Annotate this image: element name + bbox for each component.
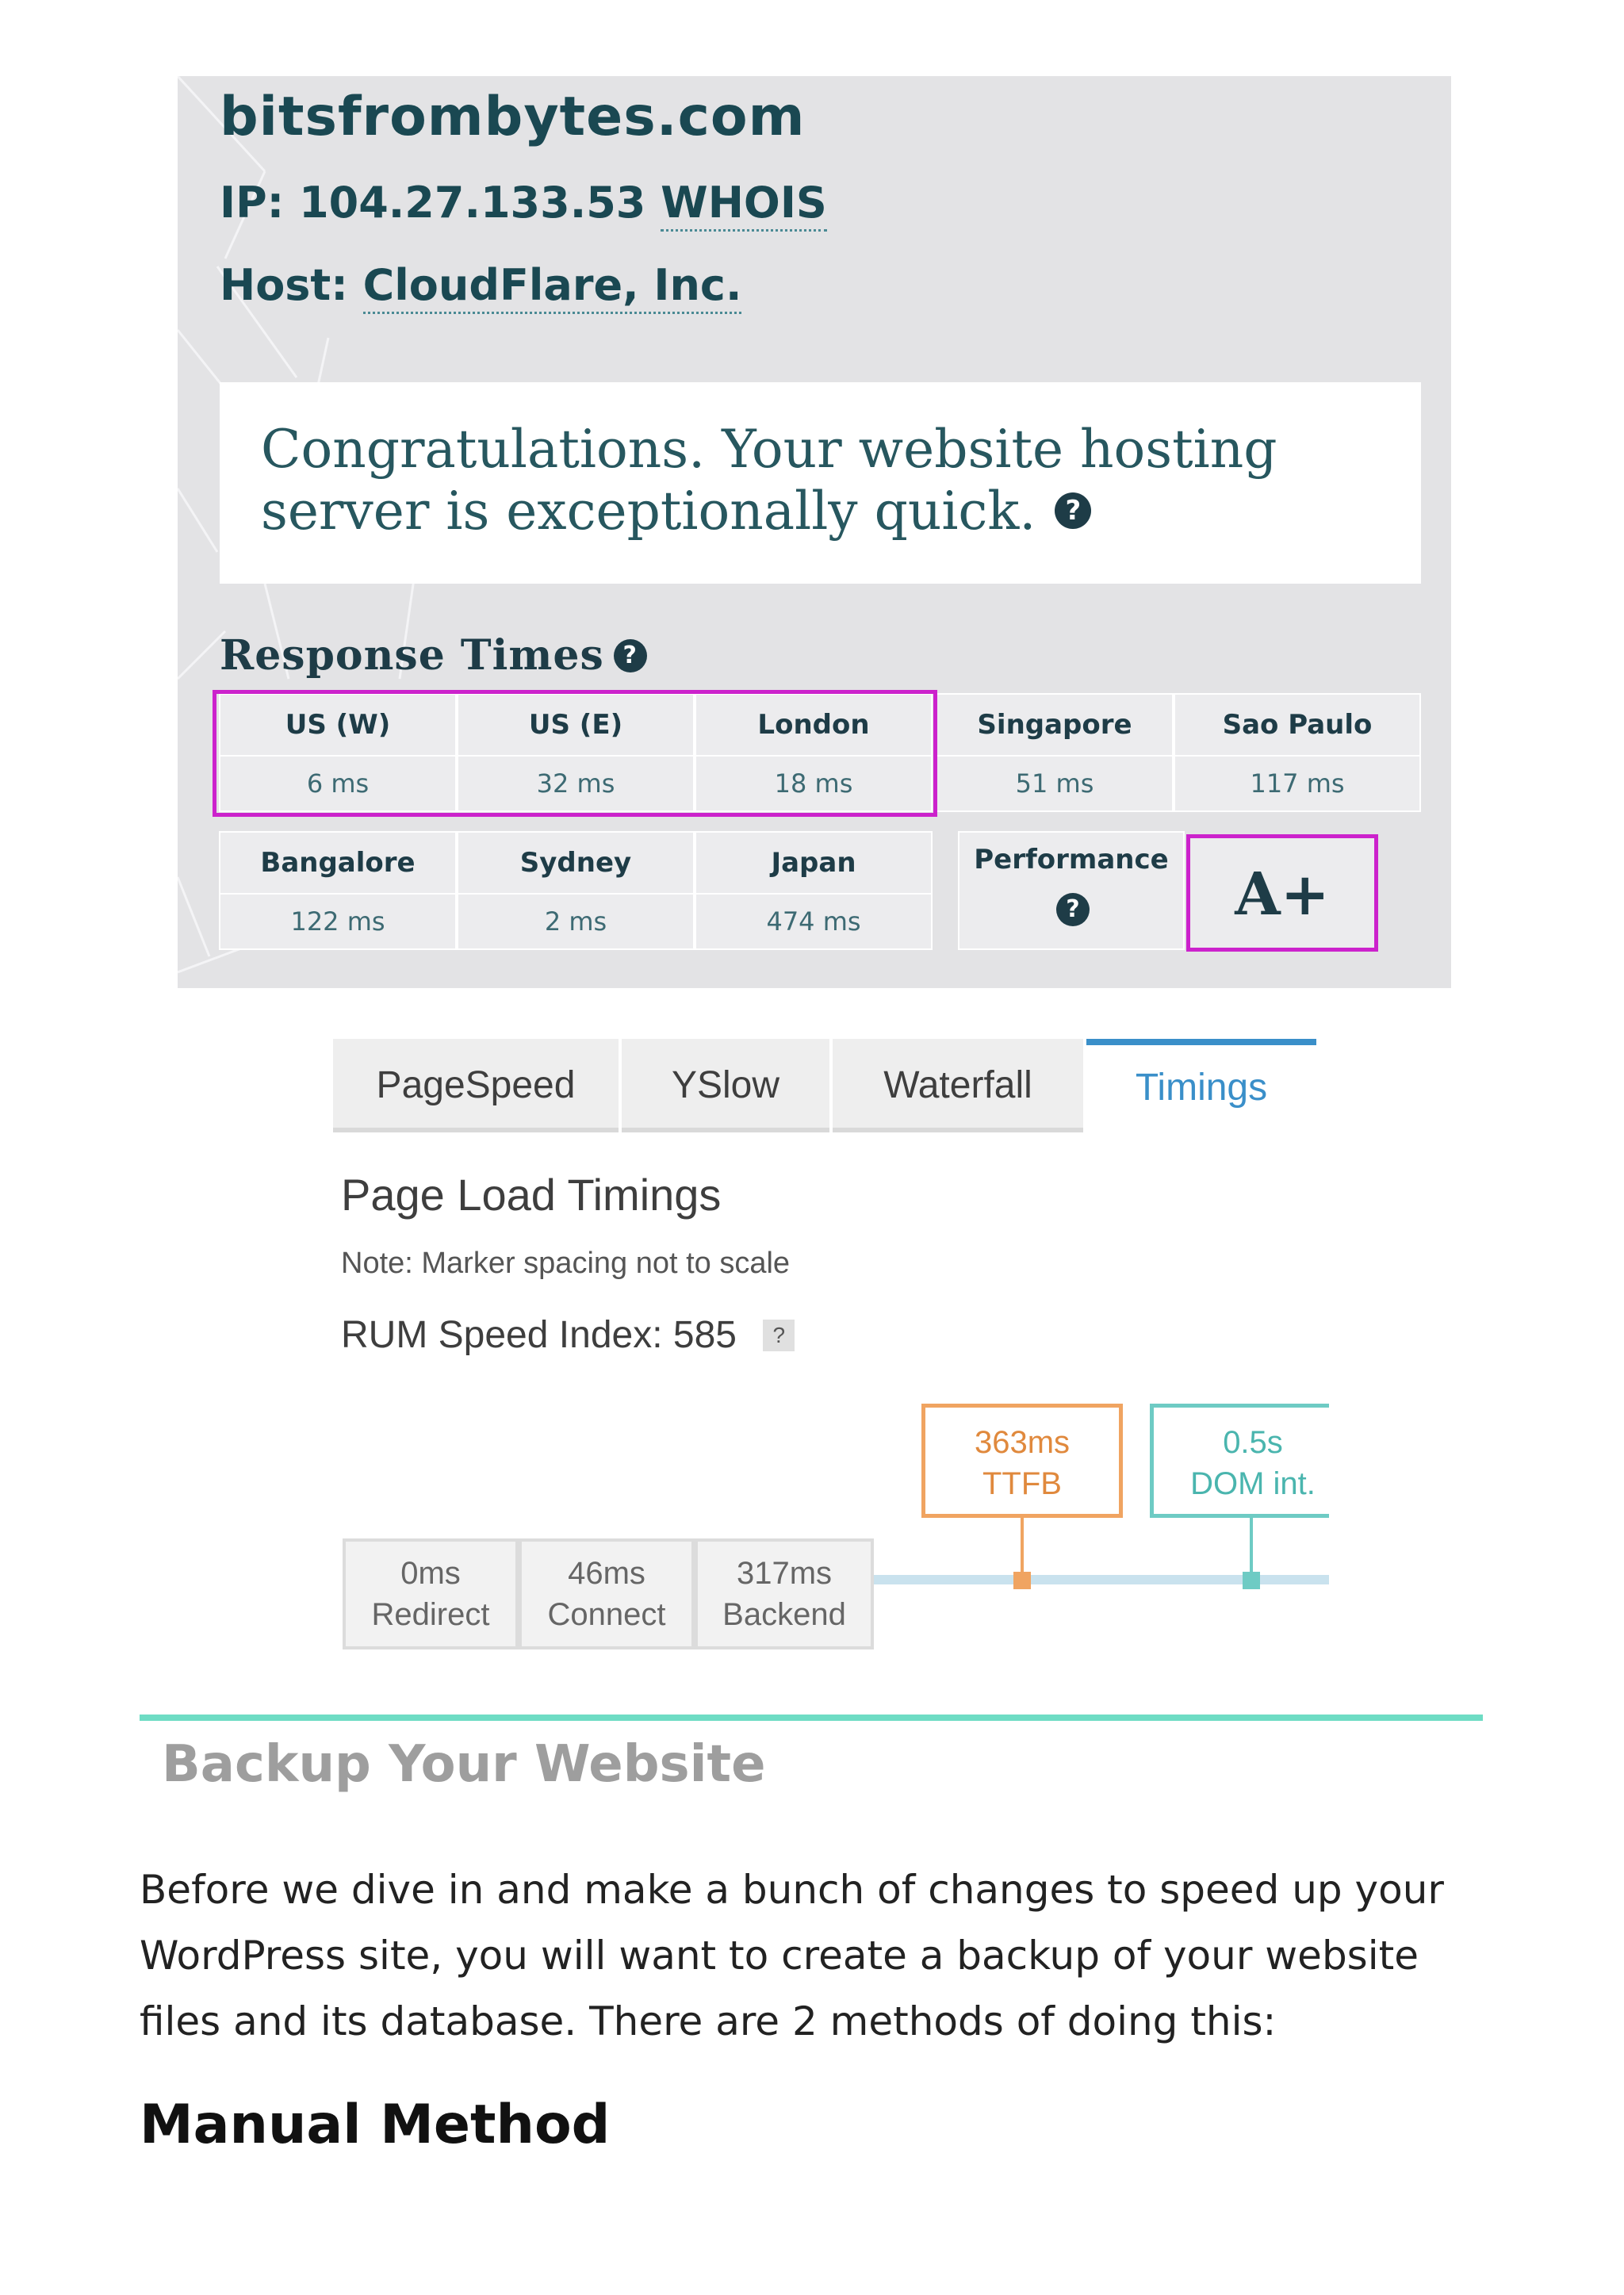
rum-speed-index-value: 585 — [672, 1314, 737, 1356]
segment-label: Backend — [722, 1597, 846, 1632]
rum-speed-index — [341, 1313, 795, 1357]
location-name: London — [696, 695, 931, 757]
response-time: 32 ms — [536, 768, 615, 799]
marker-spacing-note: Note: Marker spacing not to scale — [341, 1247, 791, 1280]
rum-help-icon[interactable]: ? — [763, 1320, 795, 1351]
segment-value: 317ms — [736, 1556, 833, 1591]
marker-value: 0.5s — [1223, 1425, 1283, 1460]
marker-ttfb-dot — [1013, 1572, 1031, 1589]
marker-ttfb-stem — [1021, 1518, 1024, 1578]
response-time: 117 ms — [1250, 768, 1345, 799]
domain-name: bitsfrombytes.com — [220, 86, 806, 148]
location-cell-sydney — [457, 831, 695, 950]
page-load-timings-title: Page Load Timings — [341, 1170, 722, 1220]
segment-redirect — [343, 1538, 519, 1649]
marker-dom-stem — [1250, 1518, 1253, 1578]
congratulations-text: Congratulations. Your website hosting server is exceptionally quick. — [261, 419, 1277, 542]
manual-method-heading: Manual Method — [140, 2094, 611, 2156]
response-time: 6 ms — [306, 768, 370, 799]
ip-address-row — [220, 178, 827, 228]
host-link[interactable]: CloudFlare, Inc. — [363, 260, 742, 314]
backup-section-heading: Backup Your Website — [162, 1735, 766, 1794]
timings-panel — [333, 1039, 1329, 1702]
performance-cell — [958, 831, 1185, 950]
location-cell-japan — [695, 831, 933, 950]
response-time: 474 ms — [766, 906, 861, 937]
location-name: Singapore — [937, 695, 1172, 757]
location-name: Japan — [696, 833, 931, 895]
tab-yslow[interactable]: YSlow — [622, 1039, 829, 1132]
congratulations-box — [220, 382, 1421, 584]
location-name: Bangalore — [220, 833, 455, 895]
host-label: Host: — [220, 260, 348, 310]
marker-dom-dot — [1243, 1572, 1260, 1589]
marker-ttfb — [921, 1404, 1123, 1518]
tab-timings[interactable]: Timings — [1086, 1039, 1316, 1132]
location-name: US (E) — [458, 695, 693, 757]
response-times-title: Response Times — [220, 631, 604, 680]
location-cell-singapore — [936, 693, 1174, 812]
intro-paragraph: Before we dive in and make a bunch of changes to speed up your WordPress site, you will want to create a backup of your website files and its database. There are 2 methods of doing this: — [140, 1867, 1444, 2044]
location-name: US (W) — [220, 695, 455, 757]
marker-label: TTFB — [982, 1466, 1062, 1501]
segment-value: 0ms — [400, 1556, 461, 1591]
segment-backend — [695, 1538, 874, 1649]
segment-connect — [519, 1538, 695, 1649]
segment-label: Redirect — [371, 1597, 490, 1632]
section-divider — [140, 1715, 1483, 1721]
hosting-result-panel — [178, 76, 1451, 988]
performance-grade: A+ — [1235, 860, 1330, 929]
marker-dom-interactive — [1150, 1404, 1329, 1518]
response-time: 2 ms — [544, 906, 607, 937]
congratulations-message — [261, 419, 1371, 542]
marker-label: DOM int. — [1190, 1466, 1316, 1501]
ip-address: 104.27.133.53 — [299, 178, 646, 228]
performance-label: Performance — [974, 844, 1169, 875]
location-cell-us-east — [457, 693, 695, 812]
host-row — [220, 260, 741, 310]
location-name: Sydney — [458, 833, 693, 895]
response-time: 122 ms — [290, 906, 385, 937]
location-cell-london — [695, 693, 933, 812]
rum-speed-index-label: RUM Speed Index: — [341, 1314, 663, 1356]
help-icon[interactable]: ? — [1055, 492, 1091, 529]
marker-value: 363ms — [974, 1425, 1071, 1460]
location-cell-bangalore — [219, 831, 457, 950]
response-times-heading — [220, 631, 647, 680]
tab-waterfall[interactable]: Waterfall — [833, 1039, 1083, 1132]
location-cell-us-west — [219, 693, 457, 812]
ip-label: IP: — [220, 178, 285, 228]
tab-pagespeed[interactable]: PageSpeed — [333, 1039, 619, 1132]
location-cell-sao-paulo — [1174, 693, 1421, 812]
response-time: 18 ms — [774, 768, 853, 799]
segment-value: 46ms — [568, 1556, 645, 1591]
location-name: Sao Paulo — [1175, 695, 1419, 757]
whois-link[interactable]: WHOIS — [661, 178, 827, 232]
segment-label: Connect — [547, 1597, 666, 1632]
timeline-bar — [872, 1575, 1329, 1584]
performance-help-icon[interactable]: ? — [1056, 893, 1090, 926]
response-time: 51 ms — [1015, 768, 1094, 799]
response-times-help-icon[interactable]: ? — [614, 639, 647, 672]
performance-grade-box — [1186, 834, 1378, 952]
